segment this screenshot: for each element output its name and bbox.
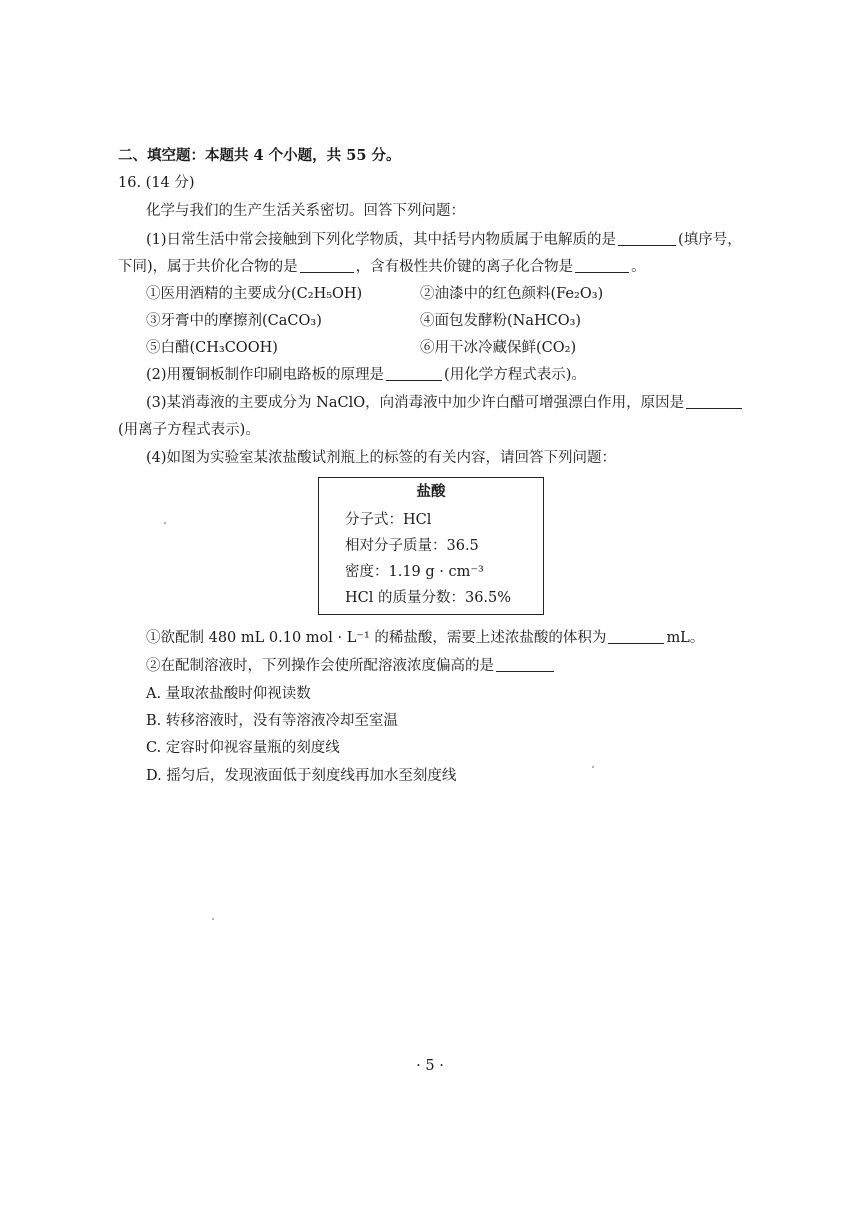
- label-molar-mass: 相对分子质量：36.5: [345, 538, 479, 554]
- part4-q1: [146, 628, 704, 648]
- label-mass-fraction: HCl 的质量分数：36.5%: [345, 590, 512, 606]
- option-4: ④面包发酵粉(NaHCO₃): [420, 313, 582, 329]
- part1-text-d: ，含有极性共价键的离子化合物是: [355, 259, 574, 275]
- scan-speck: [164, 522, 166, 524]
- part1-text-b: (填序号，: [678, 232, 742, 248]
- option-1: ①医用酒精的主要成分(C₂H₅OH): [146, 286, 363, 302]
- scan-speck: [592, 766, 594, 768]
- label-title: 盐酸: [416, 483, 446, 500]
- choice-d: D. 摇匀后，发现液面低于刻度线再加水至刻度线: [146, 768, 457, 784]
- part4-q1-text-a: ①欲配制 480 mL 0.10 mol · L⁻¹ 的稀盐酸，需要上述浓盐酸的体积为: [146, 630, 607, 646]
- reagent-label: [318, 477, 544, 615]
- section-header: 二、填空题：本题共 4 个小题，共 55 分。: [118, 147, 401, 164]
- part1-line1: [146, 230, 742, 250]
- part4-q2: [146, 656, 556, 676]
- label-density: 密度：1.19 g · cm⁻³: [345, 564, 484, 580]
- answer-blank: [386, 366, 442, 381]
- option-5: ⑤白醋(CH₃COOH): [146, 340, 278, 356]
- part3-text-a: (3)某消毒液的主要成分为 NaClO，向消毒液中加少许白醋可增强漂白作用，原因是: [146, 395, 685, 411]
- part2-text-a: (2)用覆铜板制作印刷电路板的原理是: [146, 367, 385, 383]
- part3-line2: (用离子方程式表示)。: [118, 422, 260, 438]
- part1-line2: [118, 257, 646, 277]
- answer-blank: [575, 258, 629, 273]
- label-formula: 分子式：HCl: [345, 512, 432, 528]
- scan-speck: [212, 918, 214, 920]
- part4-q2-text: ②在配制溶液时，下列操作会使所配溶液浓度偏高的是: [146, 658, 494, 674]
- choice-b: B. 转移溶液时，没有等溶液冷却至室温: [146, 713, 398, 729]
- part3-line1: [146, 393, 744, 413]
- answer-blank: [300, 258, 354, 273]
- answer-blank: [686, 394, 742, 409]
- answer-blank: [496, 657, 554, 672]
- part4-intro: (4)如图为实验室某浓盐酸试剂瓶上的标签的有关内容，请回答下列问题：: [146, 450, 617, 466]
- part2-text-b: (用化学方程式表示)。: [444, 367, 586, 383]
- choice-c: C. 定容时仰视容量瓶的刻度线: [146, 740, 340, 756]
- answer-blank: [608, 629, 664, 644]
- part1-text-c: 下同)，属于共价化合物的是: [118, 259, 298, 275]
- option-2: ②油漆中的红色颜料(Fe₂O₃): [420, 286, 604, 302]
- part1-text-e: 。: [631, 259, 646, 275]
- option-6: ⑥用干冰冷藏保鲜(CO₂): [420, 340, 577, 356]
- part2-line: [146, 365, 586, 385]
- part1-text-a: (1)日常生活中常会接触到下列化学物质，其中括号内物质属于电解质的是: [146, 232, 617, 248]
- option-3: ③牙膏中的摩擦剂(CaCO₃): [146, 313, 322, 329]
- page-number: · 5 ·: [416, 1058, 444, 1074]
- answer-blank: [618, 231, 676, 246]
- part4-q1-text-b: mL。: [666, 630, 705, 646]
- choice-a: A. 量取浓盐酸时仰视读数: [146, 686, 311, 702]
- question-number: 16. (14 分): [118, 175, 195, 191]
- question-intro: 化学与我们的生产生活关系密切。回答下列问题：: [146, 203, 465, 219]
